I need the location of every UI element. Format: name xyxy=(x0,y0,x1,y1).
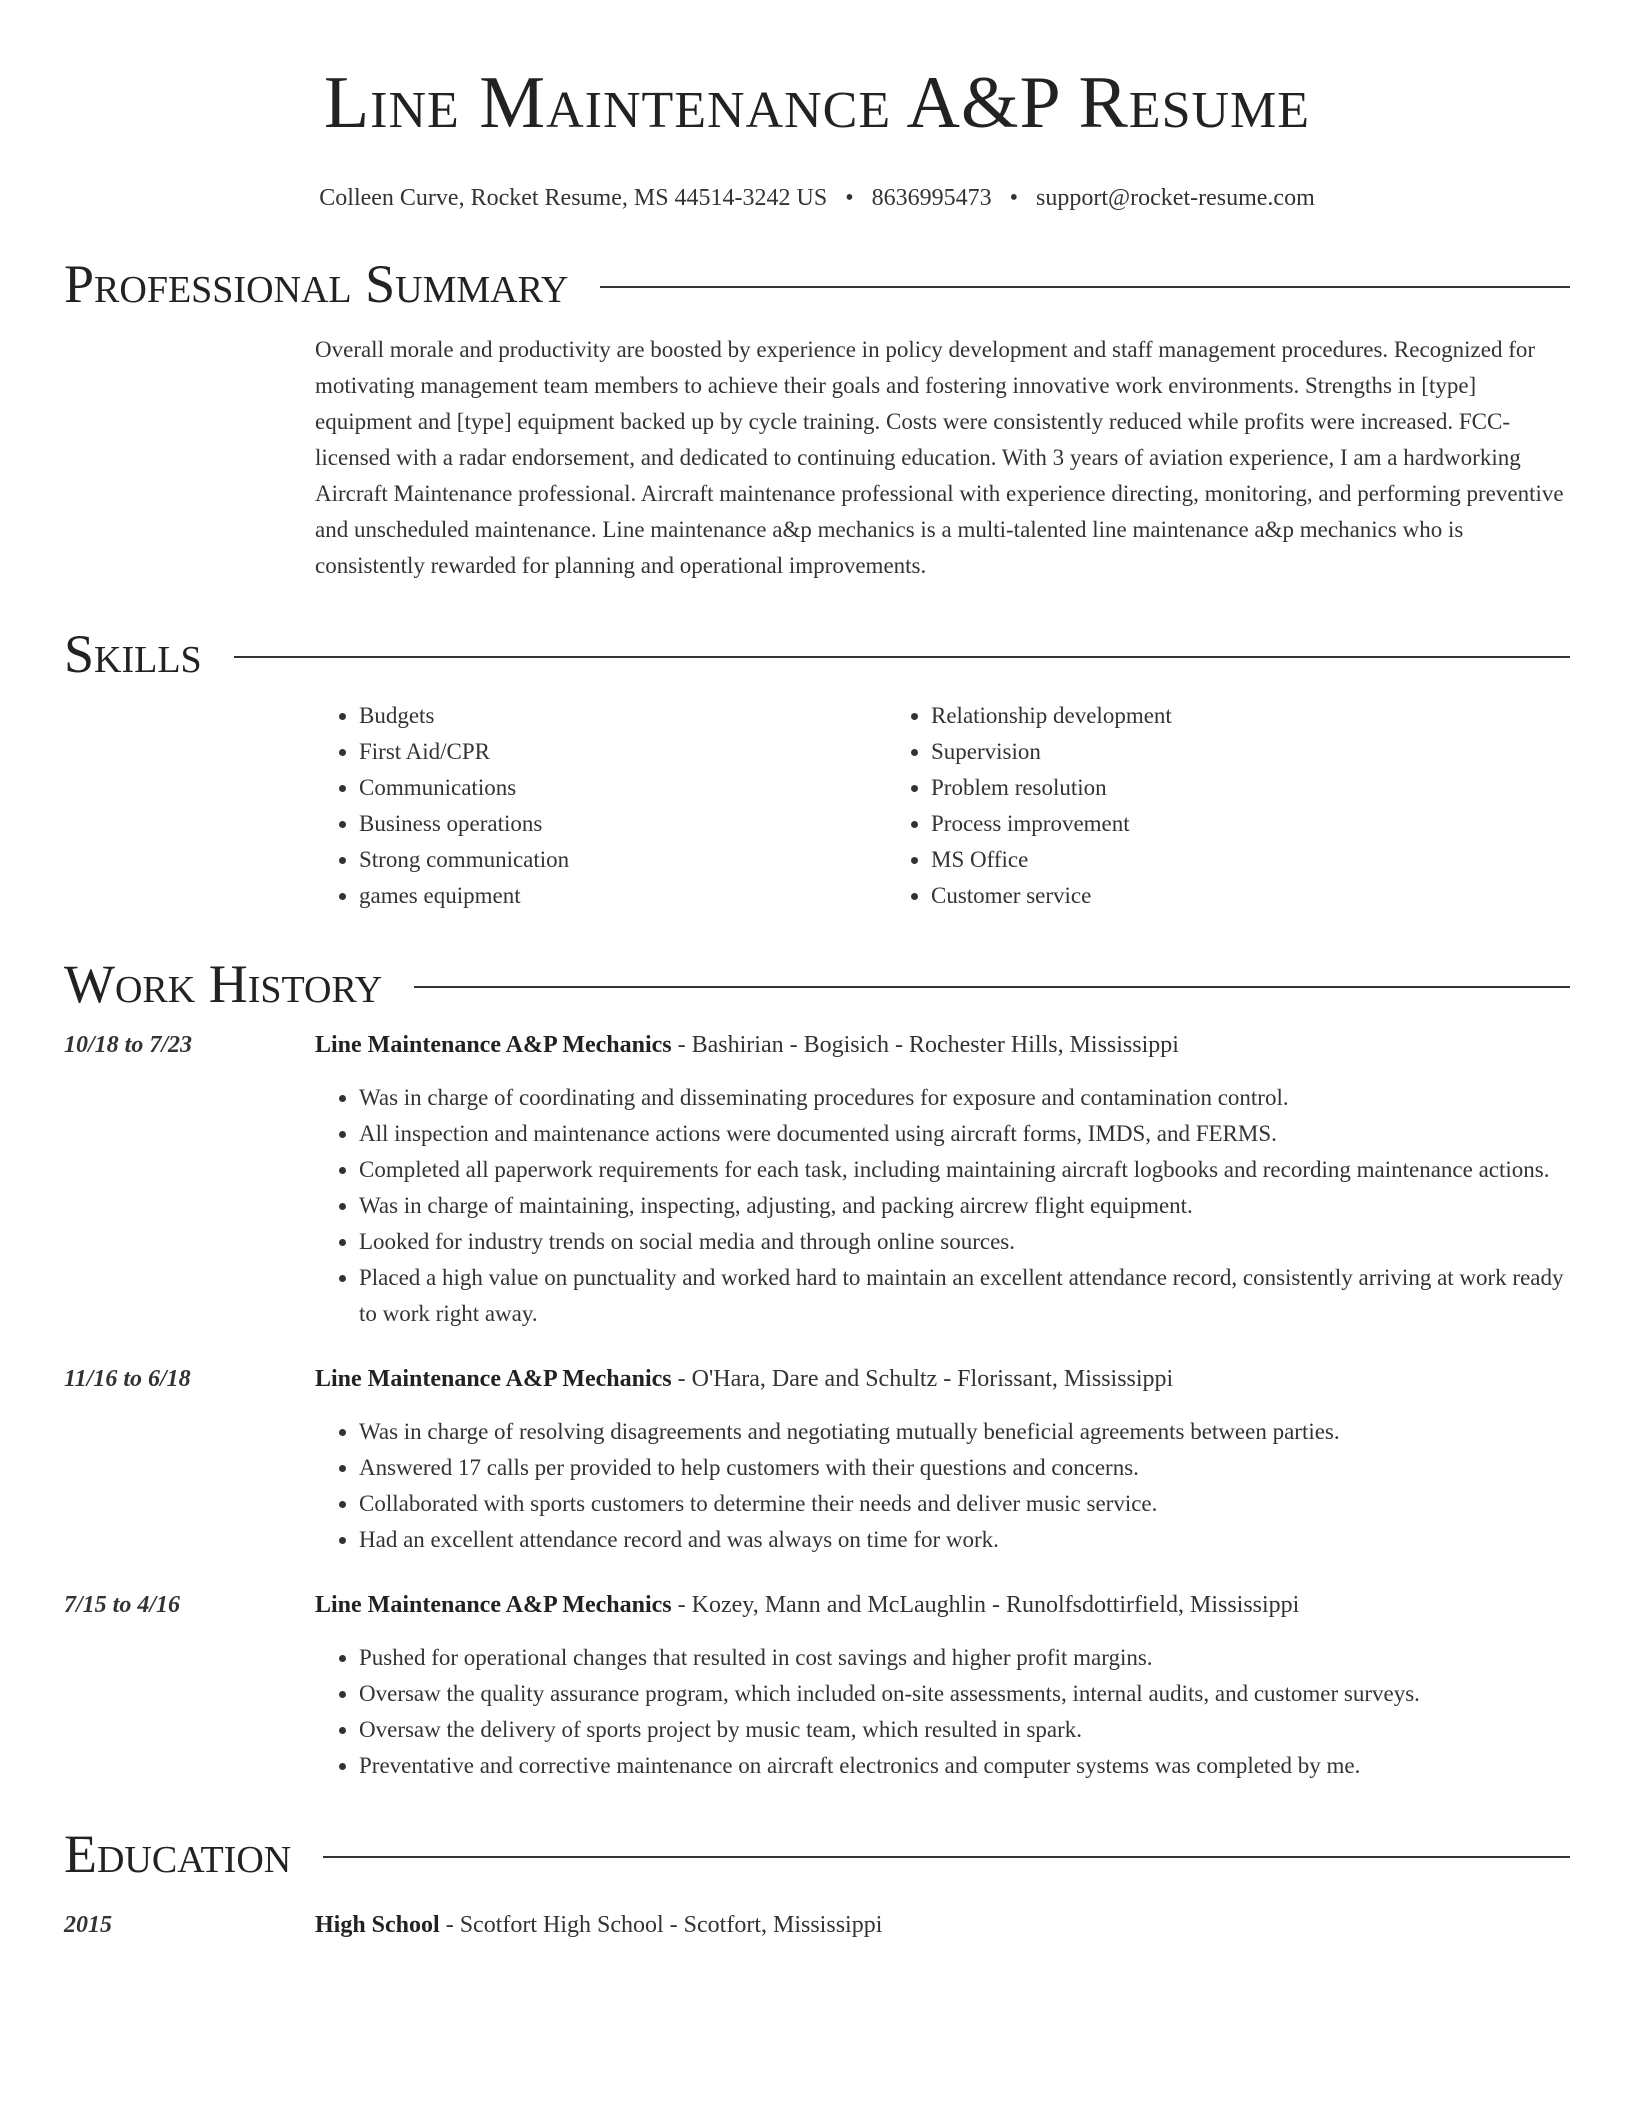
summary-section-header xyxy=(64,254,1570,314)
job-title: Line Maintenance A&P Mechanics xyxy=(315,1592,672,1618)
education-entry xyxy=(64,1908,1570,1942)
job-details: - Kozey, Mann and McLaughlin - Runolfsdottirfield, Mississippi xyxy=(671,1592,1300,1618)
job-dates: 11/16 to 6/18 xyxy=(64,1366,191,1392)
education-year: 2015 xyxy=(64,1912,112,1938)
contact-line xyxy=(64,182,1570,214)
job-bullet: • Placed a high value on punctuality and worked hard to maintain an excellent attendance record, consistently arriving at work ready to work right away. xyxy=(359,1260,1570,1332)
skills-heading: Skills xyxy=(64,624,202,684)
job-bullet: • Was in charge of resolving disagreements and negotiating mutually beneficial agreements between parties. xyxy=(359,1414,1570,1450)
education-heading: Education xyxy=(64,1824,292,1884)
skill-item: • Customer service xyxy=(931,878,1459,914)
job-bullet: • Was in charge of coordinating and disseminating procedures for exposure and contamination control. xyxy=(359,1080,1570,1116)
section-divider xyxy=(414,986,1570,988)
job-bullet: • Oversaw the quality assurance program, which included on-site assessments, internal audits, and customer surveys. xyxy=(359,1676,1570,1712)
job-bullets xyxy=(315,1080,1570,1332)
section-divider xyxy=(234,656,1570,658)
job-info xyxy=(315,1028,1179,1062)
job-details: - Bashirian - Bogisich - Rochester Hills, Mississippi xyxy=(671,1032,1179,1058)
skill-item: • First Aid/CPR xyxy=(359,734,887,770)
skill-item: • Communications xyxy=(359,770,887,806)
job-dates: 10/18 to 7/23 xyxy=(64,1032,193,1058)
job-title: Line Maintenance A&P Mechanics xyxy=(315,1032,672,1058)
work-section-header xyxy=(64,954,1570,1014)
job-bullet: • Was in charge of maintaining, inspecting, adjusting, and packing aircrew flight equipment. xyxy=(359,1188,1570,1224)
job-entry xyxy=(64,1028,1570,1332)
education-section-header xyxy=(64,1824,1570,1884)
job-bullet: • Answered 17 calls per provided to help customers with their questions and concerns. xyxy=(359,1450,1570,1486)
job-header xyxy=(64,1588,1570,1622)
job-bullet: • Oversaw the delivery of sports project by music team, which resulted in spark. xyxy=(359,1712,1570,1748)
job-bullet: • Looked for industry trends on social media and through online sources. xyxy=(359,1224,1570,1260)
job-info xyxy=(315,1362,1173,1396)
job-bullet: • Pushed for operational changes that resulted in cost savings and higher profit margins. xyxy=(359,1640,1570,1676)
section-divider xyxy=(323,1856,1570,1858)
contact-separator: • xyxy=(1009,185,1019,211)
skill-item: • games equipment xyxy=(359,878,887,914)
skills-list xyxy=(315,698,1570,914)
job-bullets xyxy=(315,1640,1570,1784)
job-bullet: • All inspection and maintenance actions were documented using aircraft forms, IMDS, and FERMS. xyxy=(359,1116,1570,1152)
job-header xyxy=(64,1028,1570,1062)
job-bullet: • Had an excellent attendance record and was always on time for work. xyxy=(359,1522,1570,1558)
job-bullets xyxy=(315,1414,1570,1558)
education-degree: High School xyxy=(315,1912,440,1938)
skills-column-right xyxy=(887,698,1459,914)
skill-item: • Strong communication xyxy=(359,842,887,878)
education-info xyxy=(315,1908,882,1942)
skill-item: • Budgets xyxy=(359,698,887,734)
contact-address: Colleen Curve, Rocket Resume, MS 44514-3242 US xyxy=(319,185,828,211)
job-details: - O'Hara, Dare and Schultz - Florissant, Mississippi xyxy=(671,1366,1174,1392)
job-bullet: • Preventative and corrective maintenance on aircraft electronics and computer systems was completed by me. xyxy=(359,1748,1570,1784)
skill-item: • Business operations xyxy=(359,806,887,842)
contact-email: support@rocket-resume.com xyxy=(1036,185,1315,211)
skill-item: • Process improvement xyxy=(931,806,1459,842)
work-heading: Work History xyxy=(64,954,383,1014)
job-dates: 7/15 to 4/16 xyxy=(64,1592,181,1618)
job-bullet: • Collaborated with sports customers to determine their needs and deliver music service. xyxy=(359,1486,1570,1522)
education-row xyxy=(64,1908,1570,1942)
job-header xyxy=(64,1362,1570,1396)
skills-section-header xyxy=(64,624,1570,684)
job-entry xyxy=(64,1588,1570,1784)
resume-title: Line Maintenance A&P Resume xyxy=(323,62,1311,144)
skill-item: • Problem resolution xyxy=(931,770,1459,806)
job-bullet: • Completed all paperwork requirements for each task, including maintaining aircraft logbooks and recording maintenance actions. xyxy=(359,1152,1570,1188)
education-details: - Scotfort High School - Scotfort, Mississippi xyxy=(439,1912,883,1938)
contact-separator: • xyxy=(845,185,854,211)
job-entry xyxy=(64,1362,1570,1558)
summary-heading: Professional Summary xyxy=(64,254,569,314)
summary-text: Overall morale and productivity are boosted by experience in policy development and staff management procedures. Recognized for motivating management team members to achieve their goals and fostering innovative work environments. Strengths in [type] equipment and [type] equipment backed up by cycle training. Costs were consistently reduced while profits were increased. FCC-licensed with a radar endorsement, and dedicated to continuing education. With 3 years of aviation experience, I am a hardworking Aircraft Maintenance professional. Aircraft maintenance professional with experience directing, monitoring, and performing preventive and unscheduled maintenance. Line maintenance a&p mechanics is a multi-talented line maintenance a&p mechanics who is consistently rewarded for planning and operational improvements. xyxy=(315,337,1564,578)
job-title: Line Maintenance A&P Mechanics xyxy=(315,1366,672,1392)
skills-column-left xyxy=(315,698,887,914)
skill-item: • MS Office xyxy=(931,842,1459,878)
contact-phone: 8636995473 xyxy=(871,185,992,211)
job-info xyxy=(315,1588,1299,1622)
section-divider xyxy=(600,286,1570,288)
skill-item: • Supervision xyxy=(931,734,1459,770)
skill-item: • Relationship development xyxy=(931,698,1459,734)
